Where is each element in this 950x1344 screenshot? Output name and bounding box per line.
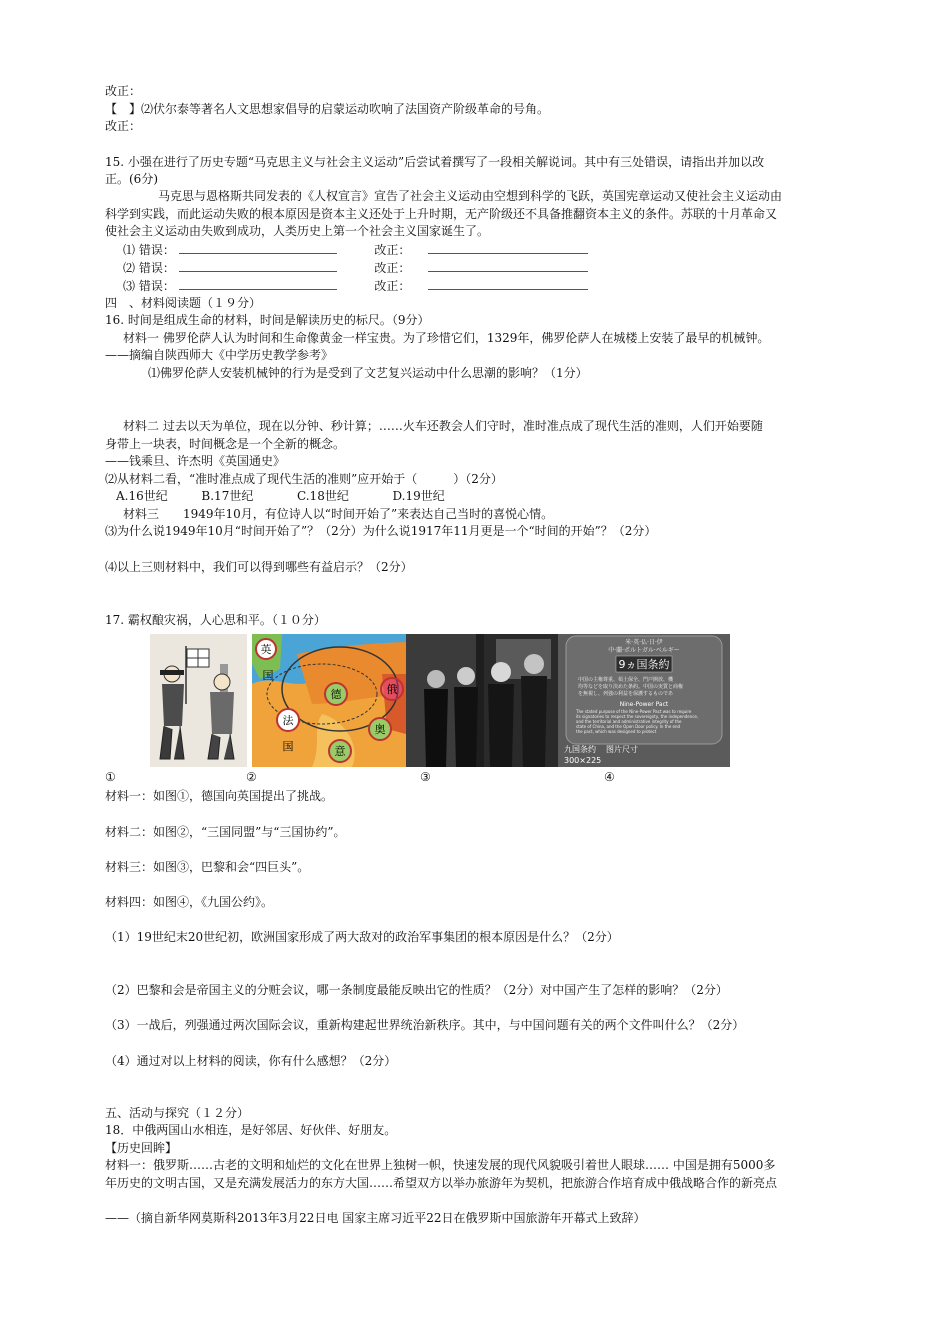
- source-text: ——（摘自新华网莫斯科2013年3月22日电 国家主席习近平22日在俄罗斯中国旅游年开幕式上致辞）: [105, 1211, 646, 1225]
- question-15-cont: 正。(6分): [105, 172, 158, 186]
- answer-row-2: [123, 260, 588, 276]
- answer-blank[interactable]: [179, 242, 337, 254]
- material-text: 材料四：如图④，《九国公约》。: [105, 895, 274, 909]
- sub-question: （4）通过对以上材料的阅读，你有什么感想？（2分）: [105, 1054, 397, 1068]
- text-line: 使社会主义运动由失败到成功，人类历史上第一个社会主义国家诞生了。: [105, 224, 490, 238]
- map-label-uk: 英: [260, 643, 272, 656]
- material-text: 材料三：如图③，巴黎和会“四巨头”。: [105, 860, 310, 874]
- plaque-jp-2: 均等などを取り決めた条約。中国の実質と商権: [578, 684, 684, 690]
- figure-caption: ④: [604, 770, 615, 784]
- plaque-en-2: its signatories to respect the sovereignty, the independence,: [576, 714, 699, 719]
- sub-question: （1）19世纪末20世纪初，欧洲国家形成了两大敌对的政治军事集团的根本原因是什么？（2分）: [105, 930, 619, 944]
- option-c[interactable]: C.18世纪: [296, 489, 349, 503]
- fix-label: 改正：: [374, 261, 411, 275]
- answer-row-1: [123, 242, 588, 258]
- text-line: 科学到实践，而此运动失败的根本原因是资本主义还处于上升时期，无产阶级还不具备推翻资本主义的条件。苏联的十月革命又: [105, 207, 778, 221]
- map-label-fr-2: 国: [282, 740, 294, 753]
- figure-cartoon: [150, 634, 247, 767]
- subsection-heading: 【历史回眸】: [105, 1141, 178, 1155]
- material-text: 材料二 过去以天为单位，现在以分钟、秒计算；……火车还教会人们守时，准时准点成了现代生活的准则，人们开始要随: [123, 419, 763, 433]
- material-text: 材料二：如图②，“三国同盟”与“三国协约”。: [105, 825, 346, 839]
- options-row: [116, 489, 445, 504]
- plaque-header-2: 中·蘭·ポルトガル·ベルギー: [608, 647, 680, 654]
- error-label: ⑶ 错误：: [123, 279, 175, 293]
- plaque-en-3: and the territorial and administrative integrity of the: [576, 719, 682, 724]
- question-17: 17. 霸权酿灾祸，人心思和平。（１０分）: [105, 613, 326, 627]
- plaque-en-1: The stated purpose of the Nine-Power Pact was to require: [576, 709, 692, 714]
- plaque-header-1: 米·英·仏·日·伊: [625, 639, 663, 646]
- answer-blank[interactable]: [428, 242, 588, 254]
- section-heading: 四 、材料阅读题（１９分）: [105, 296, 262, 310]
- plaque-en-5: the pact, which was designed to protect: [576, 729, 657, 734]
- plaque-caption-1: 九国条约: [564, 745, 596, 754]
- question-16: 16. 时间是组成生命的材料，时间是解读历史的标尺。（9分）: [105, 313, 430, 327]
- map-label-au: 奥: [374, 723, 386, 736]
- source-text: ——钱乘旦、许杰明《英国通史》: [105, 454, 286, 468]
- answer-blank[interactable]: [428, 260, 588, 272]
- plaque-title: 9ヵ国条約: [618, 658, 670, 671]
- material-text: 身带上一块表，时间概念是一个全新的概念。: [105, 437, 346, 451]
- plaque-size: 300×225: [564, 756, 602, 765]
- sub-question: ⑶为什么说1949年10月“时间开始了”？（2分）为什么说1917年11月更是一个“时间的开始”？（2分）: [105, 524, 657, 538]
- material-text: 年历史的文明古国，又是充满发展活力的东方大国……希望双方以举办旅游年为契机，把旅游合作培育成中俄战略合作的新亮点: [105, 1176, 778, 1190]
- material-text: 材料一 佛罗伦萨人认为时间和生命像黄金一样宝贵。为了珍惜它们，1329年，佛罗伦萨人在城楼上安装了最早的机械钟。: [123, 331, 770, 345]
- sub-question: ⑵从材料二看，“准时准点成了现代生活的准则”应开始于（ ）（2分）: [105, 472, 503, 486]
- map-label-uk-2: 国: [262, 669, 274, 682]
- fix-label: 改正：: [374, 279, 411, 293]
- sub-question: （2）巴黎和会是帝国主义的分赃会议，哪一条制度最能反映出它的性质？（2分）对中国产生了怎样的影响？（2分）: [105, 983, 728, 997]
- section-heading: 五、活动与探究（１２分）: [105, 1106, 250, 1120]
- figure-caption: ①: [105, 770, 116, 784]
- material-text: 材料三 1949年10月，有位诗人以“时间开始了”来表达自己当时的喜悦心情。: [123, 507, 554, 521]
- option-a[interactable]: A.16世纪: [116, 489, 168, 503]
- text-line: 改正：: [105, 84, 142, 98]
- error-label: ⑵ 错误：: [123, 261, 175, 275]
- answer-blank[interactable]: [179, 278, 337, 290]
- text-line: 马克思与恩格斯共同发表的《人权宣言》宣告了社会主义运动由空想到科学的飞跃，英国宪章运动又使社会主义运动由: [158, 189, 783, 203]
- plaque-jp-1: 中国の主権尊重、領土保全、門戸開放、機: [578, 677, 674, 683]
- material-text: 材料一：如图①，德国向英国提出了挑战。: [105, 789, 334, 803]
- answer-blank[interactable]: [428, 278, 588, 290]
- sub-question: ⑴佛罗伦萨人安装机械钟的行为是受到了文艺复兴运动中什么思潮的影响？（1分）: [148, 366, 588, 380]
- plaque-subtitle: Nine-Power Pact: [619, 701, 669, 708]
- fix-label: 改正：: [374, 243, 411, 257]
- question-18: 18．中俄两国山水相连，是好邻居、好伙伴、好朋友。: [105, 1123, 397, 1137]
- answer-row-3: [123, 278, 588, 294]
- map-label-ru: 俄: [386, 683, 398, 696]
- sub-question: ⑷以上三则材料中，我们可以得到哪些有益启示？（2分）: [105, 560, 413, 574]
- option-d[interactable]: D.19世纪: [392, 489, 445, 503]
- text-line: 改正：: [105, 119, 142, 133]
- figure-nine-power-plaque: [558, 634, 730, 767]
- sub-question: （3）一战后，列强通过两次国际会议，重新构建起世界统治新秩序。其中，与中国问题有关的两个文件叫什么？（2分）: [105, 1018, 745, 1032]
- source-text: ——摘编自陕西师大《中学历史教学参考》: [105, 348, 334, 362]
- question-15: 15. 小强在进行了历史专题“马克思主义与社会主义运动”后尝试着撰写了一段相关解说词。其中有三处错误，请指出并加以改: [105, 155, 765, 169]
- option-b[interactable]: B.17世纪: [201, 489, 254, 503]
- figure-caption: ③: [420, 770, 431, 784]
- answer-blank[interactable]: [179, 260, 337, 272]
- material-text: 材料一：俄罗斯……古老的文明和灿烂的文化在世界上独树一帜，快速发展的现代风貌吸引着世人眼球…… 中国是拥有5000多: [105, 1158, 776, 1172]
- map-label-fr: 法: [282, 714, 294, 727]
- plaque-jp-3: を無視し、列強の利益を保護するものであ: [578, 691, 674, 697]
- error-label: ⑴ 错误：: [123, 243, 175, 257]
- figure-caption: ②: [246, 770, 257, 784]
- plaque-caption-2: 图片尺寸: [606, 745, 638, 754]
- map-label-it: 意: [334, 745, 346, 758]
- figure-alliance-map: [252, 634, 406, 767]
- text-line: 【 】⑵伏尔泰等著名人文思想家倡导的启蒙运动吹响了法国资产阶级革命的号角。: [105, 102, 550, 116]
- figure-big-four-photo: [406, 634, 558, 767]
- plaque-en-4: state of China, and the Open Door policy. In the end: [576, 724, 681, 729]
- map-label-de: 德: [330, 688, 342, 701]
